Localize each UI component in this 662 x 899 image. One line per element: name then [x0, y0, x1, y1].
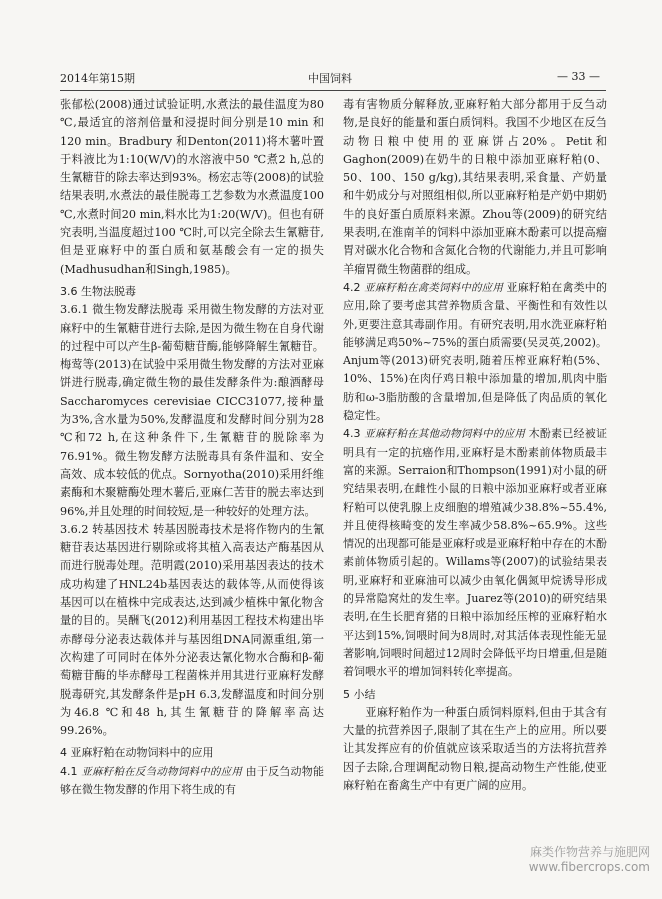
- body-paragraph: 3.6.1 微生物发酵法脱毒 采用微生物发酵的方法对亚麻籽中的生氰糖苷进行去除,是因为微生物在自身代谢的过程中可以产生β-葡萄糖苷酶,能够降解生氰糖苷。梅莺等(2013)在试验中采用微生物发酵的方法对亚麻饼进行脱毒,确定微生物的最佳发酵条件为:酿酒酵母Saccharomyces cerevisiae CICC31077,接种量为3%,含水量为50%,发酵温度和发酵时间分别为28 ℃和72 h,在这种条件下,生氰糖苷的脱除率为76.91%。微生物发酵方法脱毒具有条件温和、安全高效、成本较低的优点。Sornyotha(2010)采用纤维素酶和木聚糖酶处理木薯后,亚麻仁苦苷的脱去率达到96%,并且处理的时间较短,是一种较好的处理方法。: [60, 303, 324, 518]
- watermark: [529, 845, 650, 875]
- journal-title: 中国饲料: [308, 72, 352, 85]
- subsection-paragraph: [60, 763, 324, 800]
- subsection-title: 亚麻籽粕在禽类饲料中的应用: [364, 281, 507, 294]
- section-number: 5: [343, 687, 354, 701]
- section-heading: [343, 686, 607, 704]
- subsection-body: 由于反刍动物能够在微生物发酵的作用下将生成的有: [60, 764, 325, 796]
- subsection-number: 4.2: [343, 280, 365, 294]
- section-title: 生物法脱毒: [81, 284, 136, 298]
- left-column: [60, 96, 324, 799]
- section-number: 3.6: [60, 284, 81, 298]
- subsection-paragraph: [343, 279, 607, 425]
- section-number: 4: [60, 746, 71, 760]
- subsection-number: 4.3: [343, 427, 365, 441]
- watermark-line2: www.fibercrops.com: [528, 860, 650, 874]
- body-paragraph: 张郁松(2008)通过试验证明,水煮法的最佳温度为80 ℃,最适宜的溶剂倍量和浸提时间分别是10 min 和120 min。Bradbury 和Denton(2011)将木薯叶置于料液比为1:10(W/V)的水溶液中50 ℃煮2 h,总的生氰糖苷的除去率达到93%。杨宏志等(2008)的试验结果表明,水煮法的最佳脱毒工艺参数为水煮温度100 ℃,水煮时间20 min,料水比为1:20(W/V)。但也有研究表明,当温度超过100 ℃时,可以完全除去生氰糖苷,但是亚麻籽中的蛋白质和氨基酸会有一定的损失(Madhusudhan和Singh,1985)。: [60, 98, 324, 276]
- subsection-title: 亚麻籽粕在反刍动物饲料中的应用: [81, 765, 246, 778]
- subsection-paragraph: [343, 425, 607, 681]
- issue-label: 2014年第15期: [60, 72, 135, 85]
- body-paragraph: 3.6.2 转基因技术 转基因脱毒技术是将作物内的生氰糖苷表达基因进行剔除或将其植入高表达产酶基因从而进行脱毒处理。范明霞(2010)采用基因表达的技术成功构建了HNL24b基因表达的载体等,从而使得该基因可以在植株中完成表达,达到减少植株中氰化物含量的目的。吴酬飞(2012)利用基因工程技术构建出毕赤酵母分泌表达载体并与基因组DNA同源重组,第一次构建了可同时在体外分泌表达氰化物水合酶和β-葡萄糖苷酶的毕赤酵母工程菌株并用其进行亚麻籽发酵脱毒研究,其发酵条件是pH 6.3,发酵温度和时间分别为46.8 ℃和48 h,其生氰糖苷的降解率高达99.26%。: [60, 522, 324, 738]
- watermark-line1: 麻类作物营养与施肥网: [529, 845, 650, 859]
- page-number: — 33 —: [557, 70, 600, 83]
- subsection-title: 亚麻籽粕在其他动物饲料中的应用: [364, 428, 529, 441]
- body-paragraph: 毒有害物质分解释放,亚麻籽粕大部分都用于反刍动物,是良好的能量和蛋白质饲料。我国不少地区在反刍动物日粮中使用的亚麻饼占20%。Petit和Gaghon(2009)在奶牛的日粮中添加亚麻籽粕(0、50、100、150 g/kg),其结果表明,采食量、产奶量和牛奶成分与对照组相似,所以亚麻籽粕是产奶中期奶牛的良好蛋白质原料来源。Zhou等(2009)的研究结果表明,在淮南羊的饲料中添加亚麻木酚素可以提高瘤胃对碳水化合物和含氮化合物的代谢能力,并且可影响羊瘤胃微生物菌群的组成。: [343, 98, 607, 276]
- section-heading: [60, 744, 324, 762]
- section-heading: [60, 283, 324, 301]
- body-paragraph: 亚麻籽粕作为一种蛋白质饲料原料,但由于其含有大量的抗营养因子,限制了其在生产上的应用。所以要让其发挥应有的价值就应该采取适当的方法将抗营养因子去除,合理调配动物日粮,提高动物生产性能,使亚麻籽粕在畜禽生产中有更广阔的应用。: [343, 705, 607, 792]
- section-title: 小结: [353, 687, 376, 701]
- section-title: 亚麻籽粕在动物饲料中的应用: [70, 746, 214, 760]
- running-header: [60, 70, 600, 88]
- header-rule: [60, 90, 606, 91]
- subsection-number: 4.1: [60, 764, 82, 778]
- subsection-body: 亚麻籽粕在禽类中的应用,除了要考虑其营养物质含量、平衡性和有效性以外,更要注意其毒副作用。有研究表明,用水洗亚麻籽粕能够满足鸡50%~75%的蛋白质需要(吴灵英,2002)。Anjum等(2013)研究表明,随着压榨亚麻籽粕(5%、10%、15%)在肉仔鸡日粮中添加量的增加,肌肉中脂肪和ω-3脂肪酸的含量增加,但是降低了肉品质的氧化稳定性。: [343, 280, 607, 423]
- right-column: [343, 96, 607, 795]
- subsection-body: 木酚素已经被证明具有一定的抗癌作用,亚麻籽是木酚素前体物质最丰富的来源。Serraion和Thompson(1991)对小鼠的研究结果表明,在雌性小鼠的日粮中添加亚麻籽或者亚麻籽粕可以使乳腺上皮细胞的增殖减少38.8%~55.4%,并且使得核畸变的发生率减少58.8%~65.9%。这些情况的出现都可能是亚麻籽或是亚麻籽粕中存在的木酚素前体物质引起的。Willams等(2007)的试验结果表明,亚麻籽和亚麻油可以减少由氧化偶氮甲烷诱导形成的异常隐窝灶的发生率。Juarez等(2010)的研究结果表明,在生长肥育猪的日粮中添加经压榨的亚麻籽粕水平达到15%,饲喂时间为8周时,对其活体表现性能无显著影响,饲喂时间超过12周时会降低平均日增重,但是随着饲喂水平的增加饲料转化率提高。: [343, 427, 608, 679]
